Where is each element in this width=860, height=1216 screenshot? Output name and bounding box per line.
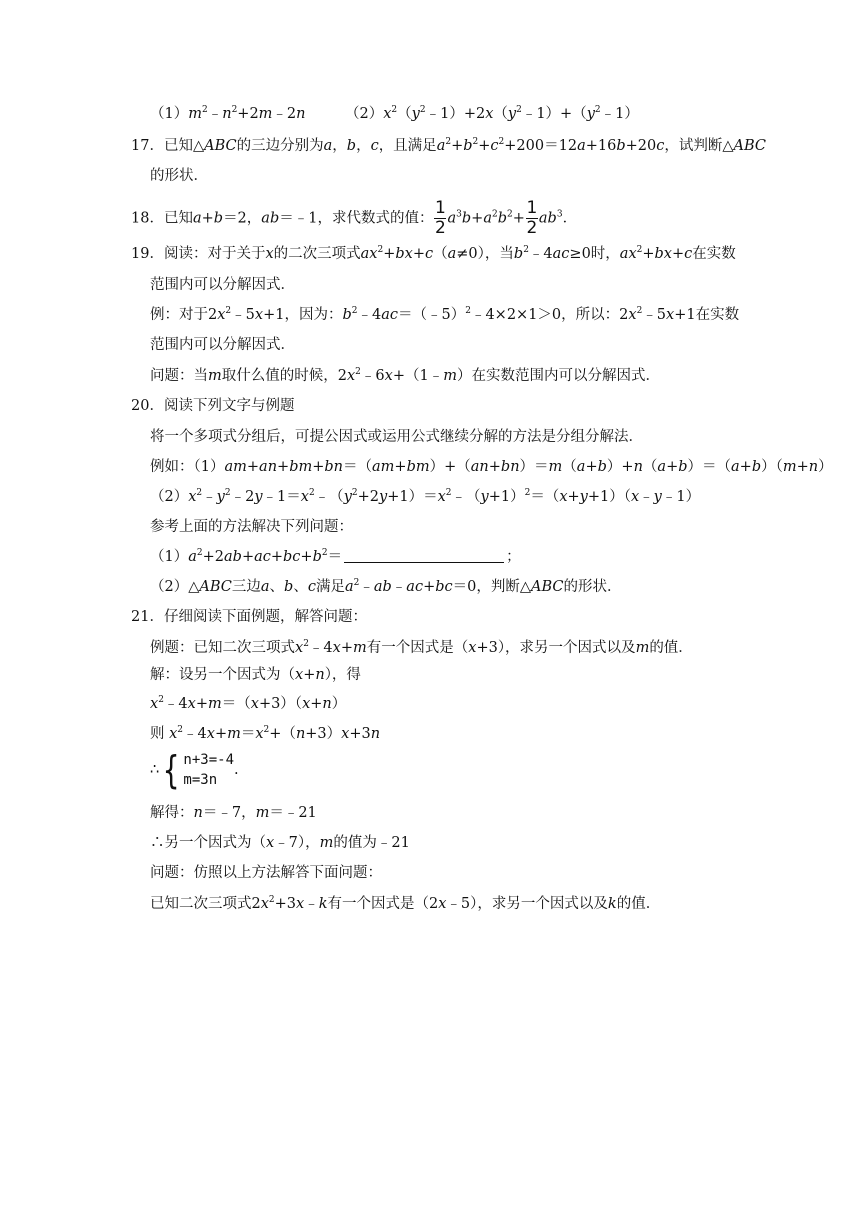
q16-part1: $(1)m^2﹣n^2+2m﹣2n$ (150, 105, 306, 122)
q21-solved: 解得：n＝﹣7，m＝﹣21 (150, 805, 317, 821)
q20-title: 20．阅读下列文字与例题 (131, 398, 295, 414)
q21-equation2: 则 $x^2﹣4x+m=x^2+(n+3)x+3n$ (150, 725, 381, 742)
q21-solution-start: 解：设另一个因式为（x+n），得 (150, 667, 361, 683)
q21-title: 21．仔细阅读下面例题，解答问题： (131, 609, 367, 625)
q17-line2: 的形状． (150, 168, 208, 184)
q18-line: 18．已知a+b＝2，ab＝﹣1，求代数式的值： $\frac{1}{2}$ $a^3b+a^2b^2+$ $\frac{1}{2}$ $ab^3$． (131, 198, 578, 238)
q19-line1: 19．阅读：对于关于x的二次三项式$ax^2+bx+c(a\ne 0)$，当$b^2﹣4ac\ge 0$时，$ax^2+bx+c$在实数 (131, 245, 736, 262)
q19-line5: 问题：当m取什么值的时候，$2x^2﹣6x+(1﹣m)$在实数范围内可以分解因式． (150, 367, 660, 384)
q20-line2: 将一个多项式分组后，可提公因式或运用公式继续分解的方法是分组分解法． (150, 429, 643, 445)
fraction-half-2: $\frac{1}{2}$ (526, 198, 538, 238)
q20-question2: （2）△ABC三边a、b、c满足$a^2﹣ab﹣ac+bc=0$，判断△ABC的形状． (150, 578, 622, 595)
brace-icon: { (162, 748, 180, 792)
q21-example: 例题：已知二次三项式$x^2﹣4x+m$有一个因式是（x+3），求另一个因式以及m的值． (150, 639, 693, 656)
q21-conclusion: ∴另一个因式为（x﹣7），m的值为﹣21 (150, 835, 410, 851)
q20-example1: 例如：（1）am+an+bm+bn＝（am+bm）+（an+bn）＝m（a+b）+n（a+b）＝（a+b）（m+n） (150, 459, 833, 475)
q19-line3: 例：对于$2x^2﹣5x+1$，因为：$b^2﹣4ac=(﹣5)^2﹣4\times 2\times 1>0$，所以：$2x^2﹣5x+1$在实数 (150, 306, 740, 323)
q20-question1: $(1)a^2+2ab+ac+bc+b^2=$ ； (150, 548, 521, 565)
q21-equation1: $x^2﹣4x+m=(x+3)(x+n)$ (150, 695, 347, 712)
q20-line5: 参考上面的方法解决下列问题： (150, 519, 353, 535)
q21-system: ∴{ n+3=-4 m=3n . (150, 748, 239, 792)
q21-problem: 已知二次三项式$2x^2+3x﹣k$有一个因式是（2x﹣5），求另一个因式以及k的值． (150, 895, 661, 912)
q20-example2: $(2)x^2﹣y^2﹣2y﹣1=x^2﹣(y^2+2y+1)=x^2﹣(y+1)^2=(x+y+1)(x﹣y﹣1)$ (150, 488, 701, 505)
equation-system: n+3=-4 m=3n (183, 752, 234, 788)
q17-line1: 17．已知△ABC的三边分别为a，b，c，且满足$a^2+b^2+c^2+200=12a+16b+20c$，试判断△ABC (131, 137, 767, 154)
q19-line2: 范围内可以分解因式． (150, 277, 295, 293)
q16-part2: $(2)x^2(y^2﹣1)+2x(y^2﹣1)+(y^2﹣1)$ (345, 105, 639, 122)
fraction-half-1: $\frac{1}{2}$ (435, 198, 446, 238)
answer-blank[interactable] (344, 548, 504, 563)
q19-line4: 范围内可以分解因式． (150, 337, 295, 353)
q21-problem-intro: 问题：仿照以上方法解答下面问题： (150, 865, 382, 881)
